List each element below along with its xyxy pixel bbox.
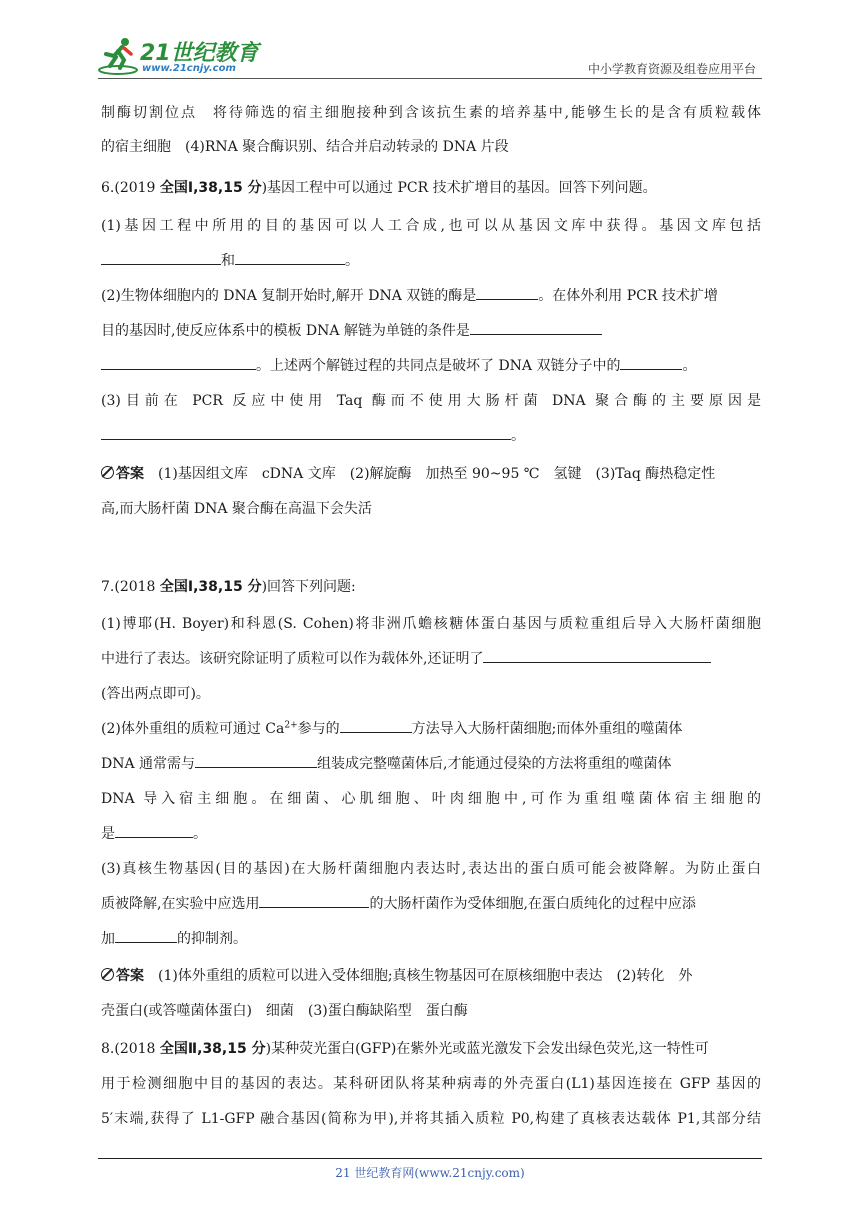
answer-check-icon bbox=[101, 466, 114, 479]
footer-divider bbox=[98, 1158, 762, 1159]
answer-blank[interactable] bbox=[259, 892, 369, 908]
platform-name: 中小学教育资源及组卷应用平台 bbox=[587, 62, 756, 76]
question-8-title: 8.(2018 全国Ⅱ,38,15 分)某种荧光蛋白(GFP)在紫外光或蓝光激发下会发出绿色荧光,这一特性可 bbox=[101, 1041, 709, 1057]
text-line: 。 bbox=[101, 423, 761, 450]
text-line: (1)基因工程中所用的目的基因可以人工合成,也可以从基因文库中获得。基因文库包括 bbox=[101, 218, 761, 234]
text-line: (答出两点即可)。 bbox=[101, 686, 210, 702]
answer-blank[interactable] bbox=[115, 927, 177, 943]
question-source: 全国Ⅱ,38,15 分 bbox=[159, 1041, 266, 1057]
text-line: 加 的抑制剂。 bbox=[101, 926, 761, 953]
header-divider bbox=[98, 78, 762, 79]
answer-blank[interactable] bbox=[483, 647, 711, 663]
question-source: 全国Ⅰ,38,15 分 bbox=[159, 579, 262, 595]
text-line: 高,而大肠杆菌 DNA 聚合酶在高温下会失活 bbox=[101, 501, 372, 517]
text-line: 壳蛋白(或答噬菌体蛋白) 细菌 (3)蛋白酶缺陷型 蛋白酶 bbox=[101, 1003, 468, 1019]
text-line: 是 。 bbox=[101, 821, 761, 848]
answer-check-icon bbox=[101, 968, 114, 981]
text-line: 5′末端,获得了 L1-GFP 融合基因(简称为甲),并将其插入质粒 P0,构建了真核表达载体 P1,其部分结 bbox=[101, 1111, 761, 1127]
site-logo[interactable] bbox=[98, 34, 268, 78]
answer-blank[interactable] bbox=[470, 319, 602, 335]
text-line: (2)生物体细胞内的 DNA 复制开始时,解开 DNA 双链的酶是 。在体外利用 PCR 技术扩增 bbox=[101, 283, 761, 310]
text-line: 目的基因时,使反应体系中的模板 DNA 解链为单链的条件是 bbox=[101, 318, 761, 345]
answer-label: 答案 bbox=[116, 466, 144, 482]
text-line: (3)目前在 PCR 反应中使用 Taq 酶而不使用大肠杆菌 DNA 聚合酶的主要原因是 bbox=[101, 393, 761, 409]
text-line: 。上述两个解链过程的共同点是破坏了 DNA 双链分子中的 。 bbox=[101, 353, 761, 380]
footer-link[interactable]: 21 世纪教育网(www.21cnjy.com) bbox=[335, 1166, 525, 1180]
text-line: (3)真核生物基因(目的基因)在大肠杆菌细胞内表达时,表达出的蛋白质可能会被降解。为防止蛋白 bbox=[101, 861, 761, 877]
answer-blank[interactable] bbox=[235, 249, 345, 265]
answer-blank[interactable] bbox=[101, 424, 511, 440]
text-line: 用于检测细胞中目的基因的表达。某科研团队将某种病毒的外壳蛋白(L1)基因连接在 GFP 基因的 bbox=[101, 1076, 761, 1092]
answer-7: 答案 (1)体外重组的质粒可以进入受体细胞;真核生物基因可在原核细胞中表达 (2)转化 外 bbox=[101, 963, 761, 990]
answer-blank[interactable] bbox=[101, 249, 221, 265]
question-source: 全国Ⅰ,38,15 分 bbox=[159, 180, 262, 196]
text-line: DNA 通常需与 组装成完整噬菌体后,才能通过侵染的方法将重组的噬菌体 bbox=[101, 751, 761, 778]
text-line: 中进行了表达。该研究除证明了质粒可以作为载体外,还证明了 bbox=[101, 646, 761, 673]
page-header bbox=[98, 34, 762, 80]
answer-blank[interactable] bbox=[195, 752, 317, 768]
text-line: DNA 导入宿主细胞。在细菌、心肌细胞、叶肉细胞中,可作为重组噬菌体宿主细胞的 bbox=[101, 791, 761, 807]
answer-blank[interactable] bbox=[620, 354, 682, 370]
question-7-title: 7.(2018 全国Ⅰ,38,15 分)回答下列问题: bbox=[101, 579, 356, 595]
answer-blank[interactable] bbox=[101, 354, 256, 370]
text-line: (2)体外重组的质粒可通过 $Ca^{2+}$参与的 方法导入大肠杆菌细胞;而体外重组的噬菌体 bbox=[101, 716, 761, 743]
answer-blank[interactable] bbox=[340, 717, 412, 733]
answer-blank[interactable] bbox=[476, 284, 538, 300]
question-6-title: 6.(2019 全国Ⅰ,38,15 分)基因工程中可以通过 PCR 技术扩增目的基因。回答下列问题。 bbox=[101, 180, 657, 196]
text-line: (1)博耶(H. Boyer)和科恩(S. Cohen)将非洲爪蟾核糖体蛋白基因与质粒重组后导入大肠杆菌细胞 bbox=[101, 616, 761, 632]
answer-6: 答案 (1)基因组文库 cDNA 文库 (2)解旋酶 加热至 90~95 ℃ 氢键 (3)Taq 酶热稳定性 bbox=[101, 461, 761, 488]
text-line: 质被降解,在实验中应选用 的大肠杆菌作为受体细胞,在蛋白质纯化的过程中应添 bbox=[101, 891, 761, 918]
answer-label: 答案 bbox=[116, 968, 144, 984]
text-line: 和 。 bbox=[101, 248, 761, 275]
answer-blank[interactable] bbox=[115, 822, 193, 838]
logo-title: 21世纪教育 bbox=[140, 41, 259, 66]
runner-logo-icon bbox=[98, 36, 140, 76]
text-line: 的宿主细胞 (4)RNA 聚合酶识别、结合并启动转录的 DNA 片段 bbox=[101, 139, 509, 155]
logo-url: www.21cnjy.com bbox=[142, 63, 236, 74]
text-line: 制酶切割位点 将待筛选的宿主细胞接种到含该抗生素的培养基中,能够生长的是含有质粒载体 bbox=[101, 105, 761, 121]
